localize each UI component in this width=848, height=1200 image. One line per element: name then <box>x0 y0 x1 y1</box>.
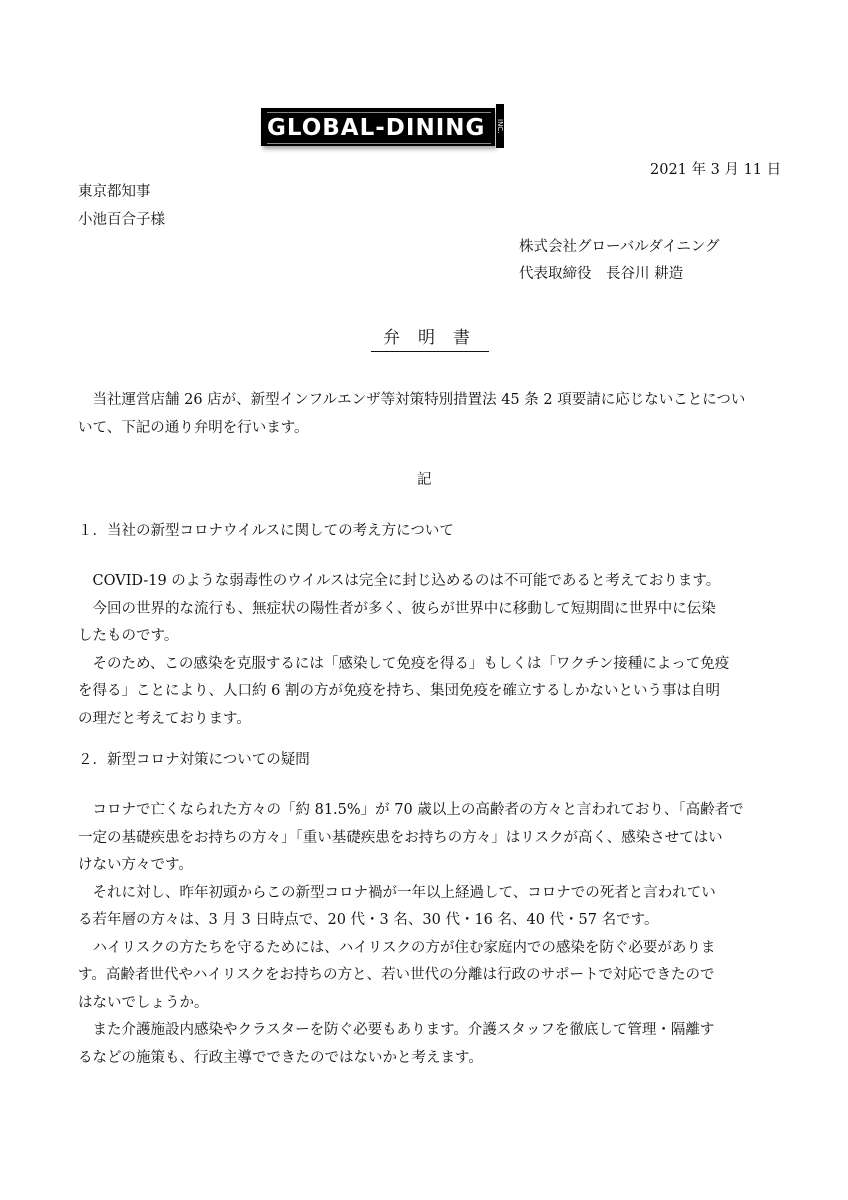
intro-line: 当社運営店舗 26 店が、新型インフルエンザ等対策特別措置法 45 条 2 項要請に応じないことについ <box>78 392 746 408</box>
section1-heading: １．当社の新型コロナウイルスに関しての考え方について <box>78 523 454 539</box>
recipient-name: 小池百合子様 <box>78 212 165 228</box>
section2-line: る若年層の方々は、3 月 3 日時点で、20 代・3 名、30 代・16 名、40 代・57 名です。 <box>78 912 659 928</box>
section2-line: す。高齢者世代やハイリスクをお持ちの方と、若い世代の分離は行政のサポートで対応できたので <box>78 967 715 983</box>
intro-paragraph <box>78 387 778 442</box>
section2-line: 一定の基礎疾患をお持ちの方々」「重い基礎疾患をお持ちの方々」はリスクが高く、感染させてはい <box>78 829 723 846</box>
section2-line: コロナで亡くなられた方々の「約 81.5%」が 70 歳以上の高齢者の方々と言われており、「高齢者で <box>78 802 744 818</box>
section1-body <box>78 568 778 733</box>
logo-inc: INC. <box>496 104 504 148</box>
sender-representative: 代表取締役 長谷川 耕造 <box>519 266 684 282</box>
section2-body <box>78 797 778 1072</box>
section1-line: COVID-19 のような弱毒性のウイルスは完全に封じ込めるのは不可能であると考えております。 <box>78 573 721 589</box>
document-date: 2021 年 3 月 11 日 <box>650 162 782 178</box>
section2-heading: ２．新型コロナ対策についての疑問 <box>78 752 310 768</box>
section2-line: けない方々です。 <box>78 857 193 873</box>
section1-line: 今回の世界的な流行も、無症状の陽性者が多く、彼らが世界中に移動して短期間に世界中に伝染 <box>78 600 716 617</box>
section2-line: はないでしょうか。 <box>78 994 209 1011</box>
section1-line: そのため、この感染を克服するには「感染して免疫を得る」もしくは「ワクチン接種によって免疫 <box>78 655 730 672</box>
document-title: 弁明書 <box>371 327 489 352</box>
section1-line: の理だと考えております。 <box>78 710 251 727</box>
ki-marker: 記 <box>417 472 432 488</box>
recipient-title: 東京都知事 <box>78 184 151 200</box>
section2-line: それに対し、昨年初頭からこの新型コロナ禍が一年以上経過して、コロナでの死者と言われてい <box>78 884 716 901</box>
sender-company: 株式会社グローバルダイニング <box>519 239 720 255</box>
section2-line: ハイリスクの方たちを守るためには、ハイリスクの方が住む家庭内での感染を防ぐ必要がありま <box>78 939 716 956</box>
section2-line: また介護施設内感染やクラスターを防ぐ必要もあります。介護スタッフを徹底して管理・隔離す <box>78 1022 715 1038</box>
section2-line: るなどの施策も、行政主導でできたのではないかと考えます。 <box>78 1049 483 1066</box>
section1-line: したものです。 <box>78 628 179 644</box>
company-logo <box>261 104 504 148</box>
logo-text: GLOBAL-DINING <box>267 112 491 144</box>
section1-line: を得る」ことにより、人口約 6 割の方が免疫を持ち、集団免疫を確立するしかないという事は自明 <box>78 683 720 699</box>
intro-line: いて、下記の通り弁明を行います。 <box>78 419 309 436</box>
